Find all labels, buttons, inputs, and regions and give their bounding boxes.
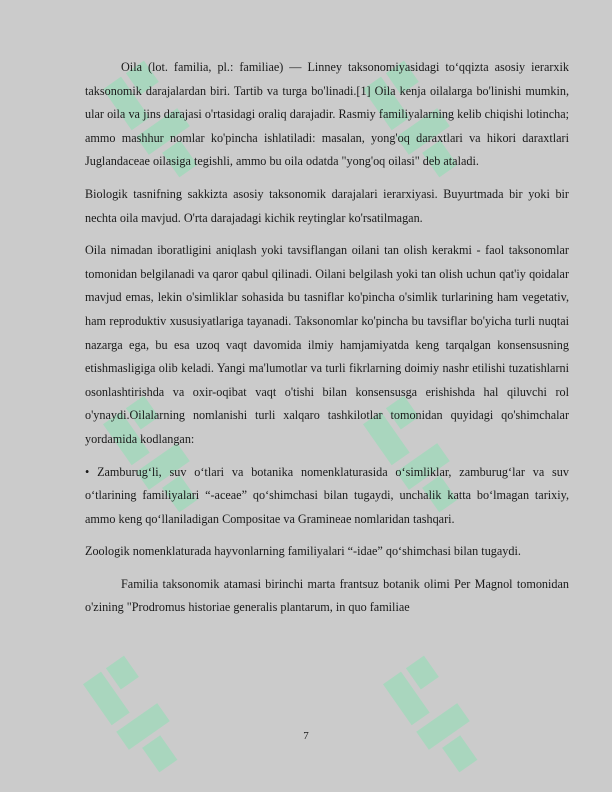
document-body <box>85 56 569 629</box>
page-number: 7 <box>303 730 309 742</box>
paragraph: Oila (lot. familia, pl.: familiae) — Linney taksonomiyasidagi to‘qqizta asosiy ierarxik taksonomik darajalardan biri. Tartib va turga bo'linadi.[1] Oila kenja oilalarga bo'linishi mumkin, ular oila va jins darajasi o'rtasidagi oraliq darajadir. Rasmiy familiyalarning kelib chiqishi lotincha; ammo mashhur nomlar ko'pincha ishlatiladi: masalan, yong'oq daraxtlari va hikori daraxtlari Juglandaceae oilasiga tegishli, ammo bu oila odatda "yong'oq oilasi" deb ataladi. <box>85 60 569 169</box>
bullet-paragraph: • Zamburug‘li, suv o‘tlari va botanika nomenklaturasida o‘simliklar, zamburug‘lar va suv o‘tlarining familiyalari “-aceae” qo‘shimchasi bilan tugaydi, unchalik katta bo‘lmagan tarixiy, ammo keng qo‘llaniladigan Compositae va Gramineae nomlaridan tashqari. <box>85 464 569 526</box>
paragraph: Oila nimadan iboratligini aniqlash yoki tavsiflangan oilani tan olish kerakmi - faol taksonomlar tomonidan belgilanadi va qaror qabul qilinadi. Oilani belgilash yoki tan olish uchun qat'iy qoidalar mavjud emas, lekin o'simliklar sohasida bu tasniflar ko'pincha o'simlik turlarining ham vegetativ, ham reproduktiv xususiyatlariga tayanadi. Taksonomlar ko'pincha bu tavsiflar bo'yicha turli nuqtai nazarga ega, bu esa uzoq vaqt davomida ilmiy hamjamiyatda keng tarqalgan konsensusning etishmasligiga olib keladi. Yangi ma'lumotlar va turli fikrlarning doimiy nashr etilishi tuzatishlarni osonlashtirishda va oxir-oqibat vaqt o'tishi bilan konsensusga erishishda hal qiluvchi rol o'ynaydi.Oilalarning nomlanishi turli xalqaro tashkilotlar tomonidan quyidagi qo'shimchalar yordamida kodlangan: <box>85 243 569 446</box>
watermark-logo <box>80 640 190 790</box>
watermark-logo <box>380 640 490 790</box>
paragraph: Familia taksonomik atamasi birinchi marta frantsuz botanik olimi Per Magnol tomonidan o'zining "Prodromus historiae generalis plantarum, in quo familiae <box>85 576 569 615</box>
paragraph: Zoologik nomenklaturada hayvonlarning familiyalari “-idae” qo‘shimchasi bilan tugaydi. <box>85 544 521 559</box>
paragraph: Biologik tasnifning sakkizta asosiy taksonomik darajalari ierarxiyasi. Buyurtmada bir yoki bir nechta oila mavjud. O'rta darajadagi kichik reytinglar ko'rsatilmagan. <box>85 186 569 225</box>
